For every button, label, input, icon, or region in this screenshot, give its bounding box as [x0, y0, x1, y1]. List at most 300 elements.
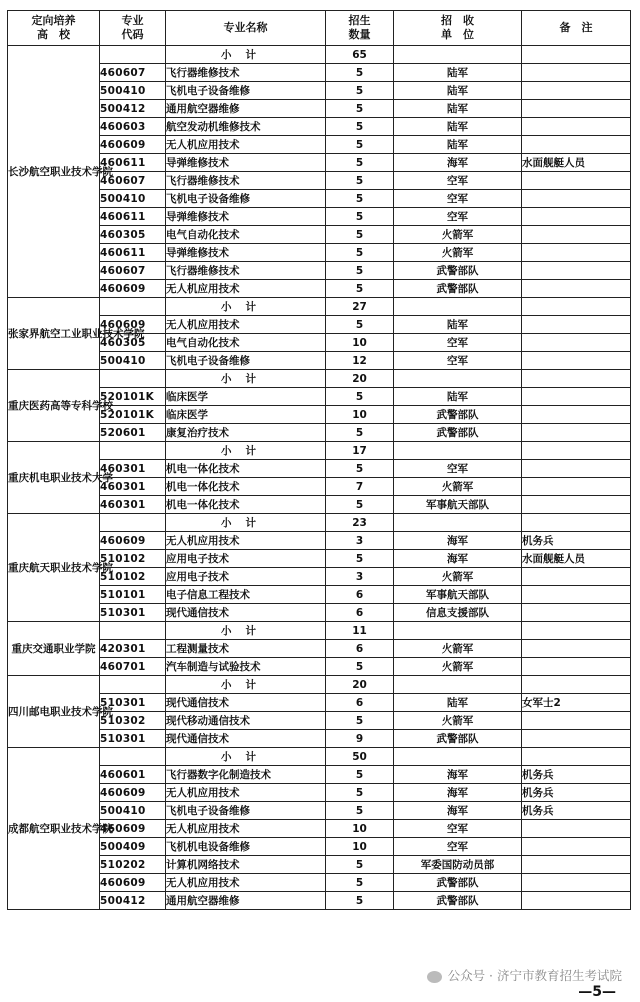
major-code: 460607: [100, 172, 166, 190]
footer-text: 公众号 · 济宁市教育招生考试院: [447, 968, 622, 983]
major-name: 无人机应用技术: [166, 532, 326, 550]
enrollment-count: 3: [326, 568, 394, 586]
remark: [522, 190, 631, 208]
recruiting-unit: 军委国防动员部: [394, 856, 522, 874]
table-row: [8, 64, 631, 82]
remark: [522, 640, 631, 658]
header-code: 专业 代码: [100, 11, 166, 46]
enrollment-count: 5: [326, 388, 394, 406]
table-row: [8, 784, 631, 802]
recruiting-unit: 火箭军: [394, 478, 522, 496]
subtotal-value: 20: [326, 370, 394, 388]
recruiting-unit: 空军: [394, 190, 522, 208]
remark: [522, 406, 631, 424]
recruiting-unit: 武警部队: [394, 892, 522, 910]
enrollment-count: 5: [326, 82, 394, 100]
enrollment-count: 5: [326, 658, 394, 676]
major-code: 460611: [100, 154, 166, 172]
major-code: 460305: [100, 334, 166, 352]
major-code: 460609: [100, 874, 166, 892]
major-code: 460611: [100, 208, 166, 226]
major-code: 420301: [100, 640, 166, 658]
header-name: 专业名称: [166, 11, 326, 46]
major-name: 无人机应用技术: [166, 874, 326, 892]
remark: [522, 118, 631, 136]
major-code: 510301: [100, 694, 166, 712]
remark: [522, 424, 631, 442]
enrollment-count: 5: [326, 154, 394, 172]
major-name: 临床医学: [166, 388, 326, 406]
major-name: 导弹维修技术: [166, 154, 326, 172]
enrollment-count: 5: [326, 64, 394, 82]
subtotal-label: 小计: [166, 46, 326, 64]
recruiting-unit: 陆军: [394, 118, 522, 136]
subtotal-value: 17: [326, 442, 394, 460]
major-code: 460611: [100, 244, 166, 262]
header-note: 备 注: [522, 11, 631, 46]
major-code: 460601: [100, 766, 166, 784]
remark: [522, 388, 631, 406]
recruiting-unit: 空军: [394, 460, 522, 478]
recruiting-unit: 空军: [394, 820, 522, 838]
remark: [522, 478, 631, 496]
major-name: 飞机电子设备维修: [166, 82, 326, 100]
recruiting-unit: 海军: [394, 784, 522, 802]
major-code: 460609: [100, 820, 166, 838]
header-school: 定向培养 高 校: [8, 11, 100, 46]
subtotal-value: 65: [326, 46, 394, 64]
major-name: 现代通信技术: [166, 730, 326, 748]
empty-code-cell: [100, 46, 166, 64]
table-row: [8, 136, 631, 154]
empty-code-cell: [100, 622, 166, 640]
remark: 水面舰艇人员: [522, 550, 631, 568]
enrollment-count: 5: [326, 874, 394, 892]
subtotal-value: 50: [326, 748, 394, 766]
empty-code-cell: [100, 514, 166, 532]
subtotal-row: [8, 442, 631, 460]
subtotal-label: 小计: [166, 748, 326, 766]
empty-unit-cell: [394, 676, 522, 694]
enrollment-count: 5: [326, 262, 394, 280]
major-code: 460609: [100, 136, 166, 154]
major-code: 460609: [100, 532, 166, 550]
remark: [522, 730, 631, 748]
header-row: [8, 11, 631, 46]
subtotal-label: 小计: [166, 298, 326, 316]
major-name: 无人机应用技术: [166, 820, 326, 838]
remark: [522, 874, 631, 892]
enrollment-count: 6: [326, 694, 394, 712]
major-code: 510302: [100, 712, 166, 730]
recruiting-unit: 武警部队: [394, 280, 522, 298]
remark: [522, 604, 631, 622]
enrollment-count: 6: [326, 586, 394, 604]
remark: 机务兵: [522, 784, 631, 802]
table-row: [8, 892, 631, 910]
remark: [522, 586, 631, 604]
major-name: 导弹维修技术: [166, 244, 326, 262]
table-row: [8, 118, 631, 136]
remark: [522, 460, 631, 478]
school-name: 四川邮电职业技术学院: [8, 676, 100, 748]
enrollment-count: 12: [326, 352, 394, 370]
remark: [522, 244, 631, 262]
table-row: [8, 406, 631, 424]
subtotal-row: [8, 622, 631, 640]
major-code: 500410: [100, 82, 166, 100]
table-row: [8, 460, 631, 478]
recruiting-unit: 火箭军: [394, 244, 522, 262]
empty-note-cell: [522, 514, 631, 532]
recruiting-unit: 陆军: [394, 316, 522, 334]
empty-code-cell: [100, 748, 166, 766]
enrollment-count: 5: [326, 172, 394, 190]
subtotal-row: [8, 748, 631, 766]
major-name: 现代移动通信技术: [166, 712, 326, 730]
table-row: [8, 82, 631, 100]
header-unit: 招 收 单 位: [394, 11, 522, 46]
school-name: 张家界航空工业职业技术学院: [8, 298, 100, 370]
subtotal-row: [8, 676, 631, 694]
header-num: 招生 数量: [326, 11, 394, 46]
major-name: 飞机电子设备维修: [166, 802, 326, 820]
enrollment-count: 5: [326, 118, 394, 136]
recruiting-unit: 火箭军: [394, 658, 522, 676]
major-name: 无人机应用技术: [166, 280, 326, 298]
table-row: [8, 478, 631, 496]
enrollment-count: 5: [326, 424, 394, 442]
empty-note-cell: [522, 676, 631, 694]
remark: [522, 172, 631, 190]
recruiting-unit: 武警部队: [394, 262, 522, 280]
enrollment-count: 3: [326, 532, 394, 550]
major-code: 520101K: [100, 406, 166, 424]
major-code: 460305: [100, 226, 166, 244]
major-code: 460609: [100, 316, 166, 334]
remark: [522, 820, 631, 838]
table-row: [8, 352, 631, 370]
subtotal-value: 20: [326, 676, 394, 694]
enrollment-count: 5: [326, 136, 394, 154]
empty-code-cell: [100, 442, 166, 460]
remark: [522, 100, 631, 118]
recruiting-unit: 海军: [394, 550, 522, 568]
major-name: 现代通信技术: [166, 694, 326, 712]
subtotal-label: 小计: [166, 370, 326, 388]
major-name: 无人机应用技术: [166, 784, 326, 802]
major-name: 电子信息工程技术: [166, 586, 326, 604]
major-code: 510102: [100, 550, 166, 568]
subtotal-value: 11: [326, 622, 394, 640]
recruiting-unit: 陆军: [394, 136, 522, 154]
recruiting-unit: 海军: [394, 802, 522, 820]
empty-code-cell: [100, 298, 166, 316]
recruiting-unit: 火箭军: [394, 226, 522, 244]
remark: 机务兵: [522, 532, 631, 550]
major-name: 通用航空器维修: [166, 100, 326, 118]
subtotal-row: [8, 298, 631, 316]
school-name: 重庆医药高等专科学校: [8, 370, 100, 442]
empty-note-cell: [522, 298, 631, 316]
major-code: 500410: [100, 190, 166, 208]
remark: [522, 892, 631, 910]
table-row: [8, 658, 631, 676]
major-name: 应用电子技术: [166, 568, 326, 586]
recruiting-unit: 火箭军: [394, 640, 522, 658]
table-row: [8, 262, 631, 280]
major-code: 510102: [100, 568, 166, 586]
recruiting-unit: 陆军: [394, 100, 522, 118]
major-code: 460301: [100, 496, 166, 514]
page-number: —5—: [578, 984, 616, 1000]
table-row: [8, 316, 631, 334]
remark: [522, 496, 631, 514]
enrollment-count: 6: [326, 640, 394, 658]
empty-unit-cell: [394, 622, 522, 640]
table-row: [8, 550, 631, 568]
empty-unit-cell: [394, 442, 522, 460]
remark: [522, 280, 631, 298]
recruiting-unit: 武警部队: [394, 406, 522, 424]
enrollment-count: 5: [326, 208, 394, 226]
wechat-icon: [427, 971, 442, 983]
subtotal-value: 27: [326, 298, 394, 316]
major-name: 计算机网络技术: [166, 856, 326, 874]
table-row: [8, 532, 631, 550]
empty-unit-cell: [394, 370, 522, 388]
major-code: 460607: [100, 64, 166, 82]
major-code: 460609: [100, 280, 166, 298]
major-name: 无人机应用技术: [166, 316, 326, 334]
table-row: [8, 586, 631, 604]
table-row: [8, 208, 631, 226]
recruiting-unit: 军事航天部队: [394, 496, 522, 514]
empty-unit-cell: [394, 514, 522, 532]
enrollment-count: 10: [326, 334, 394, 352]
empty-note-cell: [522, 622, 631, 640]
major-name: 机电一体化技术: [166, 496, 326, 514]
table-row: [8, 388, 631, 406]
enrollment-count: 5: [326, 460, 394, 478]
recruiting-unit: 武警部队: [394, 730, 522, 748]
major-name: 电气自动化技术: [166, 226, 326, 244]
subtotal-row: [8, 370, 631, 388]
major-code: 500410: [100, 802, 166, 820]
enrollment-count: 5: [326, 280, 394, 298]
empty-unit-cell: [394, 298, 522, 316]
empty-note-cell: [522, 442, 631, 460]
remark: 水面舰艇人员: [522, 154, 631, 172]
remark: [522, 136, 631, 154]
enrollment-count: 10: [326, 820, 394, 838]
table-row: [8, 604, 631, 622]
enrollment-count: 9: [326, 730, 394, 748]
table-row: [8, 172, 631, 190]
recruiting-unit: 空军: [394, 352, 522, 370]
enrollment-count: 5: [326, 496, 394, 514]
table-row: [8, 100, 631, 118]
empty-unit-cell: [394, 748, 522, 766]
remark: [522, 856, 631, 874]
major-name: 应用电子技术: [166, 550, 326, 568]
enrollment-count: 5: [326, 802, 394, 820]
enrollment-count: 5: [326, 550, 394, 568]
enrollment-table: [7, 10, 631, 910]
major-name: 康复治疗技术: [166, 424, 326, 442]
major-code: 500412: [100, 892, 166, 910]
recruiting-unit: 武警部队: [394, 424, 522, 442]
recruiting-unit: 海军: [394, 154, 522, 172]
major-name: 工程测量技术: [166, 640, 326, 658]
table-row: [8, 820, 631, 838]
table-row: [8, 190, 631, 208]
enrollment-count: 5: [326, 712, 394, 730]
empty-unit-cell: [394, 46, 522, 64]
table-row: [8, 424, 631, 442]
major-name: 飞机机电设备维修: [166, 838, 326, 856]
remark: [522, 334, 631, 352]
table-row: [8, 856, 631, 874]
table-row: [8, 712, 631, 730]
recruiting-unit: 武警部队: [394, 874, 522, 892]
recruiting-unit: 火箭军: [394, 568, 522, 586]
table-row: [8, 226, 631, 244]
remark: 机务兵: [522, 802, 631, 820]
recruiting-unit: 陆军: [394, 64, 522, 82]
recruiting-unit: 海军: [394, 766, 522, 784]
major-name: 飞机电子设备维修: [166, 190, 326, 208]
empty-note-cell: [522, 46, 631, 64]
enrollment-count: 5: [326, 100, 394, 118]
remark: [522, 712, 631, 730]
remark: [522, 658, 631, 676]
recruiting-unit: 空军: [394, 208, 522, 226]
footer-watermark: [427, 966, 622, 984]
recruiting-unit: 海军: [394, 532, 522, 550]
remark: [522, 568, 631, 586]
major-name: 飞行器数字化制造技术: [166, 766, 326, 784]
enrollment-count: 5: [326, 190, 394, 208]
remark: [522, 82, 631, 100]
enrollment-count: 5: [326, 226, 394, 244]
major-name: 飞行器维修技术: [166, 172, 326, 190]
table-row: [8, 838, 631, 856]
enrollment-count: 5: [326, 316, 394, 334]
major-name: 机电一体化技术: [166, 478, 326, 496]
subtotal-row: [8, 46, 631, 64]
enrollment-count: 5: [326, 244, 394, 262]
school-name: 重庆机电职业技术大学: [8, 442, 100, 514]
table-row: [8, 496, 631, 514]
enrollment-count: 5: [326, 766, 394, 784]
major-code: 510301: [100, 604, 166, 622]
table-row: [8, 730, 631, 748]
major-name: 飞行器维修技术: [166, 262, 326, 280]
major-code: 510301: [100, 730, 166, 748]
table-row: [8, 874, 631, 892]
major-name: 航空发动机维修技术: [166, 118, 326, 136]
major-name: 无人机应用技术: [166, 136, 326, 154]
subtotal-row: [8, 514, 631, 532]
major-code: 510101: [100, 586, 166, 604]
enrollment-count: 5: [326, 856, 394, 874]
remark: 机务兵: [522, 766, 631, 784]
school-name: 长沙航空职业技术学院: [8, 46, 100, 298]
remark: [522, 838, 631, 856]
enrollment-count: 5: [326, 784, 394, 802]
table-body: [8, 46, 631, 910]
major-code: 460701: [100, 658, 166, 676]
enrollment-count: 7: [326, 478, 394, 496]
remark: 女军士2: [522, 694, 631, 712]
subtotal-label: 小计: [166, 442, 326, 460]
major-name: 飞行器维修技术: [166, 64, 326, 82]
major-name: 电气自动化技术: [166, 334, 326, 352]
major-name: 导弹维修技术: [166, 208, 326, 226]
school-name: 重庆交通职业学院: [8, 622, 100, 676]
enrollment-count: 10: [326, 406, 394, 424]
major-code: 500410: [100, 352, 166, 370]
recruiting-unit: 陆军: [394, 694, 522, 712]
empty-note-cell: [522, 370, 631, 388]
remark: [522, 226, 631, 244]
major-name: 汽车制造与试验技术: [166, 658, 326, 676]
table-row: [8, 802, 631, 820]
major-name: 临床医学: [166, 406, 326, 424]
table-row: [8, 694, 631, 712]
major-code: 460301: [100, 460, 166, 478]
empty-code-cell: [100, 370, 166, 388]
major-code: 460603: [100, 118, 166, 136]
remark: [522, 262, 631, 280]
subtotal-value: 23: [326, 514, 394, 532]
major-code: 520101K: [100, 388, 166, 406]
recruiting-unit: 火箭军: [394, 712, 522, 730]
subtotal-label: 小计: [166, 676, 326, 694]
remark: [522, 316, 631, 334]
remark: [522, 208, 631, 226]
school-name: 成都航空职业技术学院: [8, 748, 100, 910]
major-code: 460301: [100, 478, 166, 496]
enrollment-count: 10: [326, 838, 394, 856]
major-name: 机电一体化技术: [166, 460, 326, 478]
recruiting-unit: 陆军: [394, 82, 522, 100]
recruiting-unit: 军事航天部队: [394, 586, 522, 604]
enrollment-count: 6: [326, 604, 394, 622]
table-row: [8, 766, 631, 784]
subtotal-label: 小计: [166, 622, 326, 640]
major-code: 460609: [100, 784, 166, 802]
school-name: 重庆航天职业技术学院: [8, 514, 100, 622]
table-row: [8, 154, 631, 172]
major-code: 510202: [100, 856, 166, 874]
enrollment-count: 5: [326, 892, 394, 910]
major-code: 500412: [100, 100, 166, 118]
major-code: 520601: [100, 424, 166, 442]
table-row: [8, 568, 631, 586]
remark: [522, 352, 631, 370]
subtotal-label: 小计: [166, 514, 326, 532]
empty-note-cell: [522, 748, 631, 766]
recruiting-unit: 空军: [394, 334, 522, 352]
major-name: 通用航空器维修: [166, 892, 326, 910]
major-name: 现代通信技术: [166, 604, 326, 622]
major-name: 飞机电子设备维修: [166, 352, 326, 370]
table-row: [8, 244, 631, 262]
table-row: [8, 334, 631, 352]
recruiting-unit: 信息支援部队: [394, 604, 522, 622]
